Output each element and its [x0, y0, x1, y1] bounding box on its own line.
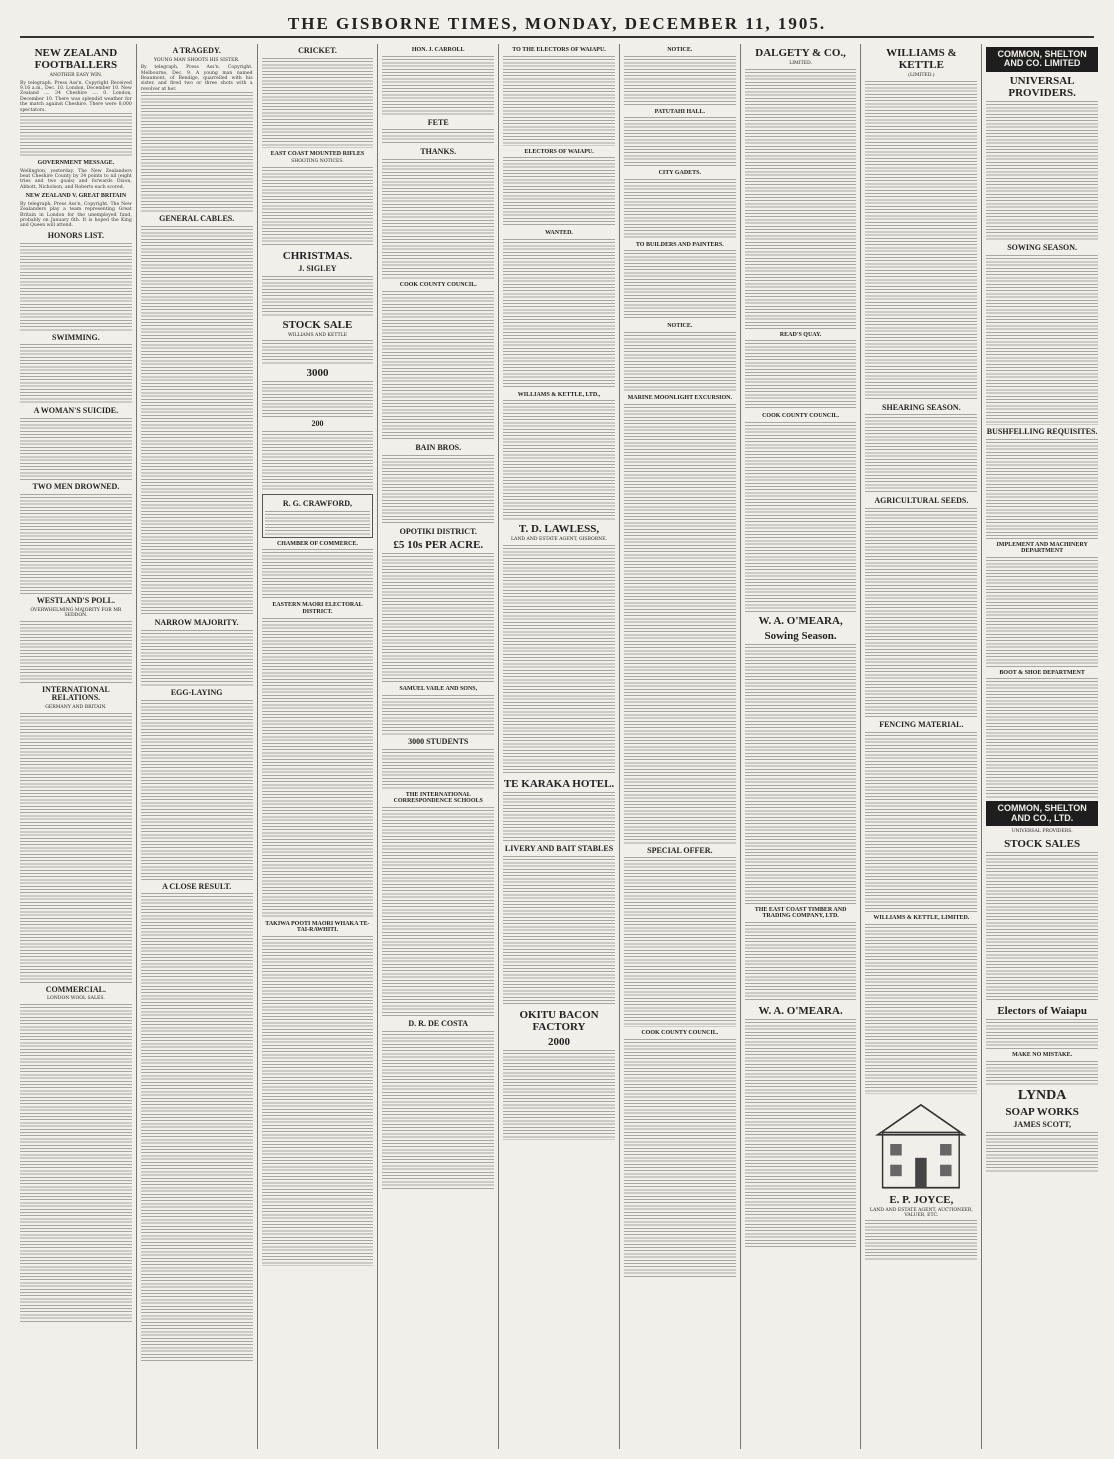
column-3: [258, 44, 379, 1449]
subheadline: LAND AND ESTATE AGENT, AUCTIONEER, VALUER, ETC.: [869, 1207, 973, 1219]
column-7: [741, 44, 862, 1449]
headline: SWIMMING.: [52, 332, 100, 342]
headline: WESTLAND'S POLL.: [36, 596, 116, 606]
headline: IMPLEMENT AND MACHINERY DEPARTMENT: [996, 541, 1088, 555]
headline: STOCK SALE: [282, 318, 353, 331]
headline: NOTICE.: [667, 323, 693, 330]
subheadline: GERMANY AND BRITAIN.: [45, 705, 107, 711]
headline: STOCK SALES: [1004, 837, 1081, 850]
headline: AGRICULTURAL SEEDS.: [874, 496, 969, 506]
headline: THANKS.: [420, 147, 457, 157]
headline: COOK COUNTY COUNCIL.: [762, 413, 840, 420]
headline: TO THE ELECTORS OF WAIAPU.: [512, 47, 606, 53]
advert-name: WILLIAMS & KETTLE: [886, 47, 957, 72]
advert-box: [262, 494, 374, 538]
headline: SOWING SEASON.: [1007, 243, 1078, 253]
advert-name: WILLIAMS & KETTLE, LTD.,: [517, 391, 601, 398]
subheadline: OVERWHELMING MAJORITY FOR MR SEDDON.: [30, 607, 122, 619]
headline: SPECIAL OFFER.: [647, 845, 713, 855]
headline: MARINE MOONLIGHT EXCURSION.: [627, 394, 732, 401]
column-6: [620, 44, 741, 1449]
article-text: Wellington, yesterday. The New Zealanders beat Cheshire County by 34 points to nil (eight tries and two goals) and forwards Dixon, Abbott, Nicholson, and Roberts each scored.: [20, 168, 132, 190]
subheadline: (LIMITED.): [908, 73, 935, 79]
headline: 3000 STUDENTS: [408, 737, 469, 747]
advert-name: R. G. CRAWFORD,: [282, 499, 352, 509]
headline: CRICKET.: [298, 46, 337, 55]
headline: HON. J. CARROLL: [411, 47, 465, 53]
subheadline: ANOTHER EASY WIN.: [49, 73, 103, 79]
subheadline: UNIVERSAL PROVIDERS.: [1011, 829, 1073, 835]
headline: A TRAGEDY.: [172, 46, 221, 55]
advert-count: 2000: [548, 1035, 571, 1048]
headline: EASTERN MAORI ELECTORAL DISTRICT.: [272, 602, 363, 616]
headline: CHAMBER OF COMMERCE.: [276, 540, 358, 547]
page-columns: [16, 44, 1102, 1449]
advert-name: D. R. DE COSTA: [408, 1019, 469, 1029]
subheadline: LONDON WOOL SALES.: [46, 996, 105, 1002]
headline: BUSHFELLING REQUISITES.: [986, 426, 1098, 436]
headline: CITY GADETS.: [658, 170, 702, 177]
headline: OPOTIKI DISTRICT.: [399, 526, 477, 536]
headline: GENERAL CABLES.: [159, 214, 235, 224]
headline: MAKE NO MISTAKE.: [1012, 1051, 1073, 1058]
headline: UNIVERSAL PROVIDERS.: [1008, 74, 1076, 99]
column-2: [137, 44, 258, 1449]
building-illustration: [873, 1098, 969, 1190]
headline: NEW ZEALAND FOOTBALLERS: [34, 47, 118, 72]
headline: COMMERCIAL.: [45, 984, 106, 994]
article-text: By telegraph, Press Ass'n. Copyright. Melbourne, Dec. 9. A young man named Beaumont, of Bendigo, quarrelled with his sister, and fired two or three shots with a revolver at her.: [140, 65, 253, 92]
advert-name: W. A. O'MEARA.: [758, 1005, 843, 1018]
headline: TAKIWA POOTI MAORI WHAKA TE-TAI-RAWHITI.: [265, 920, 370, 934]
headline: A CLOSE RESULT.: [162, 881, 232, 891]
article-text: By telegraph. Press Ass'n. Copyright Received 9.16 a.m., Dec. 10. London, December 10. New Zealand .... 34 Cheshire .... 0. London, December 10. There was splendid weather for the match against Cheshire. There were 8,000 spectators.: [20, 80, 132, 113]
column-5: [499, 44, 620, 1449]
subheadline: SHOOTING NOTICES.: [291, 159, 344, 165]
advert-banner: COMMON, SHELTON AND CO. LIMITED: [986, 47, 1098, 72]
headline: TWO MEN DROWNED.: [32, 482, 120, 492]
advert-name: LYNDA: [1017, 1087, 1067, 1103]
advert-name: THE EAST COAST TIMBER AND TRADING COMPANY, LTD.: [754, 906, 847, 920]
subheadline: LAND AND ESTATE AGENT, GISBORNE.: [510, 537, 608, 543]
headline: EAST COAST MOUNTED RIFLES: [270, 150, 365, 157]
headline: COOK COUNTY COUNCIL.: [641, 1030, 719, 1037]
advert-name: JAMES SCOTT,: [1013, 1119, 1071, 1129]
advert-name: SAMUEL VAILE AND SONS,: [399, 686, 478, 693]
stock-count: 3000: [306, 367, 329, 380]
headline: NARROW MAJORITY.: [154, 618, 239, 628]
advert-name: T. D. LAWLESS,: [518, 523, 600, 536]
headline: BOOT & SHOE DEPARTMENT: [999, 669, 1085, 676]
advert-name: E. P. JOYCE,: [889, 1193, 954, 1206]
headline: NOTICE.: [667, 47, 693, 53]
advert-banner: COMMON, SHELTON AND CO., LTD.: [986, 801, 1098, 826]
headline: WANTED.: [545, 230, 573, 237]
headline: TO BUILDERS AND PAINTERS.: [635, 241, 724, 248]
masthead: [20, 14, 1094, 38]
headline: ELECTORS OF WAIAPU.: [524, 148, 594, 155]
headline: SHEARING SEASON.: [882, 402, 961, 412]
headline: EGG-LAYING: [170, 687, 223, 697]
headline: BAIN BROS.: [415, 442, 462, 452]
headline: Electors of Waiapu: [997, 1004, 1087, 1017]
headline: HONORS LIST.: [47, 230, 105, 240]
advert-name: W. A. O'MEARA,: [758, 614, 843, 627]
headline: READ'S QUAY.: [779, 331, 822, 338]
headline: FETE: [427, 117, 449, 127]
stock-count: 200: [311, 419, 324, 429]
headline: GOVERNMENT MESSAGE.: [37, 160, 115, 167]
newspaper-title: THE GISBORNE TIMES, MONDAY, DECEMBER 11, 1905.: [287, 14, 827, 33]
subheadline: YOUNG MAN SHOOTS HIS SISTER.: [153, 57, 240, 63]
headline: THE INTERNATIONAL CORRESPONDENCE SCHOOLS: [393, 791, 483, 805]
headline: INTERNATIONAL RELATIONS.: [41, 684, 110, 703]
subheadline: WILLIAMS AND KETTLE: [287, 332, 347, 338]
advert-name: DALGETY & CO.,: [755, 47, 846, 59]
column-4: [378, 44, 499, 1449]
headline: NEW ZEALAND V. GREAT BRITAIN: [25, 193, 127, 200]
headline: LIVERY AND BAIT STABLES: [504, 843, 614, 853]
headline: CHRISTMAS.: [282, 249, 353, 262]
column-9: [982, 44, 1102, 1449]
headline: COOK COUNTY COUNCIL.: [399, 282, 477, 289]
column-1: [16, 44, 137, 1449]
advert-name: TE KARAKA HOTEL.: [503, 777, 615, 790]
advert-name: SOAP WORKS: [1005, 1105, 1079, 1118]
article-text: By telegraph, Press Ass'n, Copyright. The New Zealanders play a team representing Great Britain in London for the unemployed fund, probably on January 6th. It is hoped the King and Queen will attend.: [20, 201, 132, 229]
headline: £5 10s PER ACRE.: [393, 539, 484, 552]
advert-name: WILLIAMS & KETTLE, LIMITED.: [873, 914, 970, 921]
headline: FENCING MATERIAL.: [879, 720, 964, 730]
headline: PATUTAHI HALL.: [654, 108, 705, 115]
advert-name: OKITU BACON FACTORY: [519, 1008, 599, 1033]
headline: Sowing Season.: [764, 629, 837, 642]
subheadline: LIMITED.: [789, 61, 812, 67]
advert-name: J. SIGLEY: [298, 263, 337, 273]
column-8: [861, 44, 982, 1449]
headline: A WOMAN'S SUICIDE.: [33, 406, 119, 416]
